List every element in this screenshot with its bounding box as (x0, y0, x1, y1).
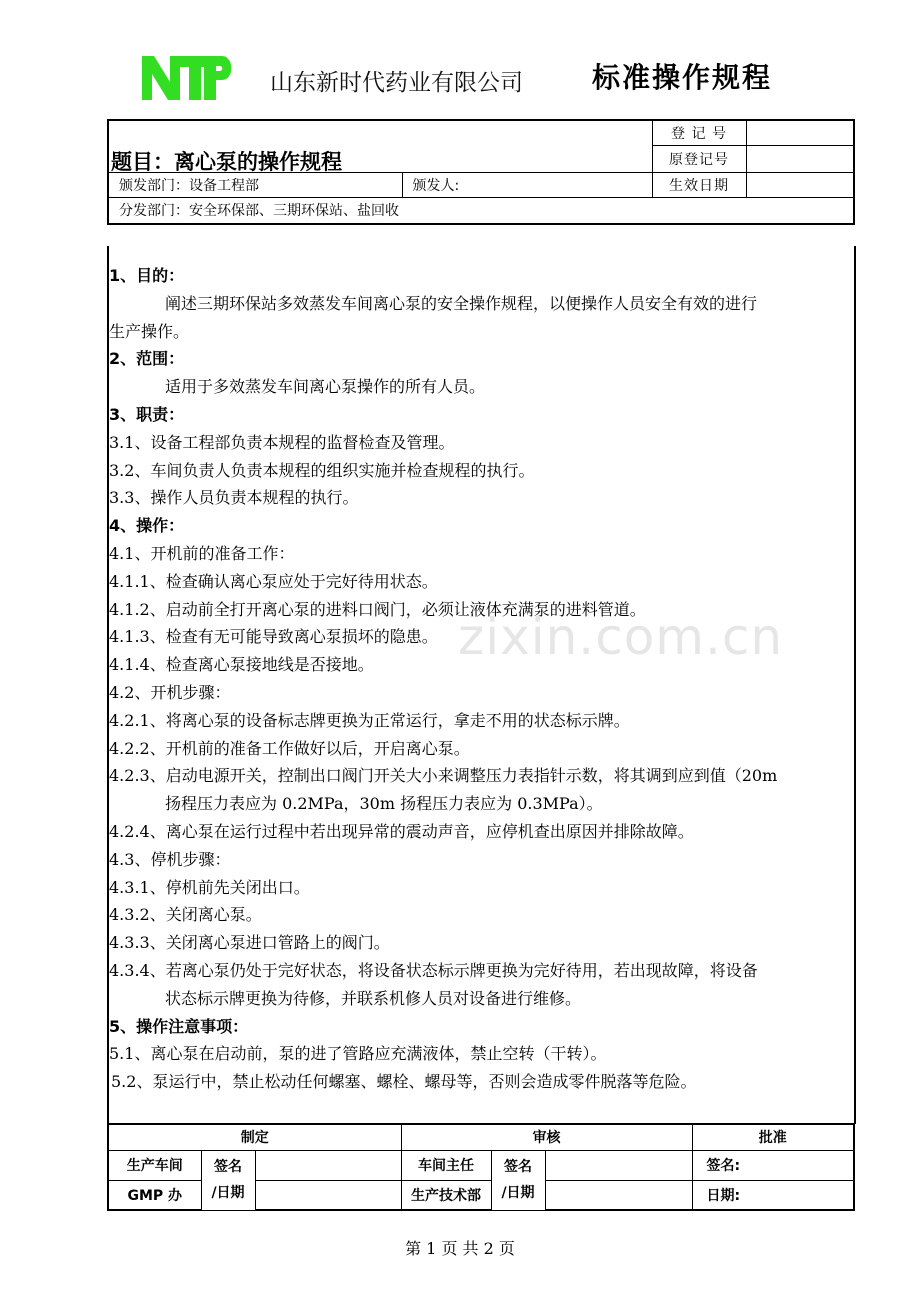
signoff-table (107, 1123, 855, 1211)
page-number: 第 1 页 共 2 页 (405, 1239, 515, 1258)
orig-reg-label: 原登记号 (652, 145, 746, 172)
made-signature-cell (255, 1150, 401, 1180)
operation-step: 4.2.2、开机前的准备工作做好以后，开启离心泵。 (109, 738, 470, 758)
effective-date-value (746, 172, 854, 197)
sign-date-label-review: 签名 /日期 (491, 1150, 545, 1210)
operation-step: 4.1.4、检查离心泵接地线是否接地。 (109, 655, 374, 675)
section-duty-heading: 3、职责： (109, 404, 185, 424)
approve-header: 批准 (692, 1124, 854, 1150)
operation-subheading: 4.1、开机前的准备工作： (109, 543, 295, 563)
sign-date-label-made: 签名 /日期 (201, 1150, 255, 1210)
duty-item: 3.2、车间负责人负责本规程的组织实施并检查规程的执行。 (109, 460, 535, 480)
operation-step: 4.1.3、检查有无可能导致离心泵损坏的隐患。 (109, 627, 438, 647)
purpose-text-cont: 生产操作。 (109, 321, 190, 341)
operation-subheading: 4.3、停机步骤： (109, 849, 231, 869)
approve-sign-label: 签名: (692, 1150, 854, 1180)
operation-step: 4.3.4、若离心泵仍处于完好状态，将设备状态标示牌更换为完好待用，若出现故障，将设备 (109, 960, 758, 980)
notes-item: 5.1、离心泵在启动前，泵的进了管路应充满液体，禁止空转（干转）。 (109, 1044, 607, 1064)
production-workshop-label: 生产车间 (108, 1150, 201, 1180)
operation-step: 4.2.1、将离心泵的设备标志牌更换为正常运行，拿走不用的状态标示牌。 (109, 710, 630, 730)
production-tech-label: 生产技术部 (401, 1180, 491, 1210)
operation-step: 4.1.1、检查确认离心泵应处于完好待用状态。 (109, 571, 438, 591)
review-header: 审核 (401, 1124, 692, 1150)
section-scope-heading: 2、范围： (109, 349, 185, 369)
procedure-body (109, 262, 850, 1096)
watermark: zixin.com.cn (458, 608, 784, 666)
review-signature-cell (545, 1150, 692, 1180)
section-operation-heading: 4、操作： (109, 516, 185, 536)
operation-step-cont: 扬程压力表应为 0.2MPa，30m 扬程压力表应为 0.3MPa）。 (165, 794, 603, 814)
duty-item: 3.1、设备工程部负责本规程的监督检查及管理。 (109, 432, 455, 452)
operation-step: 4.3.1、停机前先关闭出口。 (109, 877, 310, 897)
document-info-table (107, 119, 855, 225)
operation-step: 4.2.3、启动电源开关，控制出口阀门开关大小来调整压力表指针示数，将其调到应到值（20m (109, 766, 778, 786)
notes-item: 5.2、泵运行中，禁止松动任何螺塞、螺栓、螺母等，否则会造成零件脱落等危险。 (111, 1072, 697, 1092)
effective-date-label: 生效日期 (652, 172, 746, 197)
made-date-cell (255, 1180, 401, 1210)
issuing-department: 颁发部门：设备工程部 (108, 172, 402, 197)
review-date-cell (545, 1180, 692, 1210)
operation-step: 4.3.3、关闭离心泵进口管路上的阀门。 (109, 933, 390, 953)
operation-step: 4.3.2、关闭离心泵。 (109, 905, 262, 925)
gmp-office-label: GMP 办 (108, 1180, 201, 1210)
document-type: 标准操作规程 (592, 61, 773, 94)
workshop-director-label: 车间主任 (401, 1150, 491, 1180)
operation-step-cont: 状态标示牌更换为待修，并联系机修人员对设备进行维修。 (165, 988, 582, 1008)
operation-step: 4.2.4、离心泵在运行过程中若出现异常的震动声音，应停机查出原因并排除故障。 (109, 821, 694, 841)
reg-no-label: 登 记 号 (652, 120, 746, 145)
section-notes-heading: 5、操作注意事项： (109, 1016, 249, 1036)
purpose-text: 阐述三期环保站多效蒸发车间离心泵的安全操作规程，以便操作人员安全有效的进行 (165, 293, 758, 313)
operation-subheading: 4.2、开机步骤： (109, 682, 231, 702)
scope-text: 适用于多效蒸发车间离心泵操作的所有人员。 (165, 377, 486, 397)
section-purpose-heading: 1、目的： (109, 266, 185, 285)
company-name: 山东新时代药业有限公司 (270, 70, 523, 96)
operation-step: 4.1.2、启动前全打开离心泵的进料口阀门，必须让液体充满泵的进料管道。 (109, 599, 646, 619)
orig-reg-value (746, 145, 854, 172)
duty-item: 3.3、操作人员负责本规程的执行。 (109, 488, 359, 508)
distribution-departments: 分发部门：安全环保部、三期环保站、盐回收 (108, 197, 854, 224)
reg-no-value (746, 120, 854, 145)
document-title: 题目：离心泵的操作规程 (111, 148, 342, 172)
approve-date-label: 日期: (692, 1180, 854, 1210)
made-by-header: 制定 (108, 1124, 401, 1150)
issuer-label: 颁发人: (402, 172, 652, 197)
ntp-logo (140, 54, 236, 102)
